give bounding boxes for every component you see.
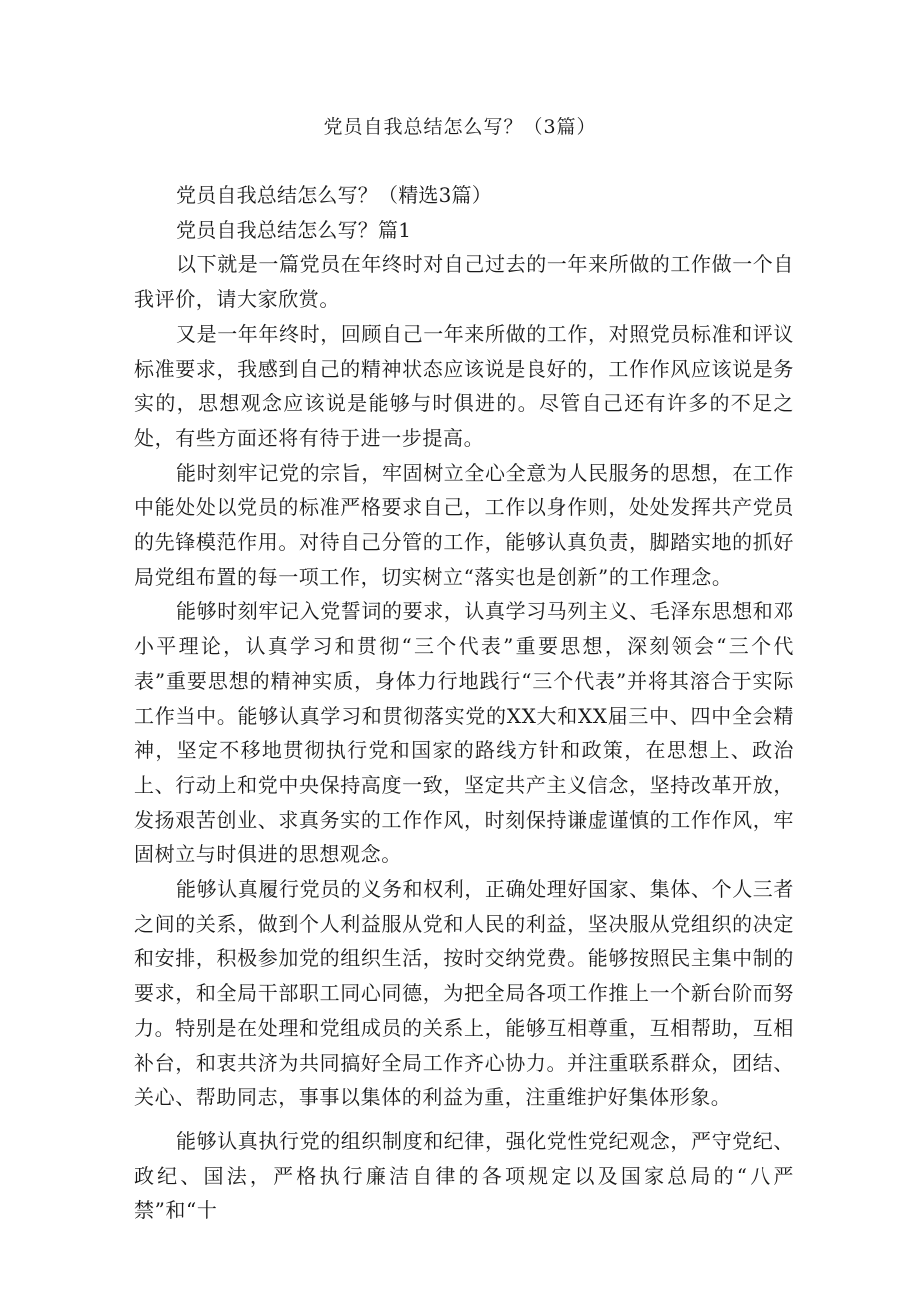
document-subtitle: 党员自我总结怎么写？（精选3篇） [176,183,492,207]
paragraph: 能够认真履行党员的义务和权利，正确处理好国家、集体、个人三者之间的关系，做到个人利益服从党和人民的利益，坚决服从党组织的决定和安排，积极参加党的组织生活，按时交纳党费。能够按照民主集中制的要求，和全局干部职工同心同德，为把全局各项工作推上一个新台阶而努力。特别是在处理和党组成员的关系上，能够互相尊重，互相帮助，互相补台，和衷共济为共同搞好全局工作齐心协力。并注重联系群众，团结、关心、帮助同志，事事以集体的利益为重，注重维护好集体形象。 [134,877,794,1110]
section-heading: 党员自我总结怎么写？篇1 [176,217,412,242]
paragraph: 又是一年年终时，回顾自己一年来所做的工作，对照党员标准和评议标准要求，我感到自己的精神状态应该说是良好的，工作作风应该说是务实的，思想观念应该说是能够与时俱进的。尽管自己还有许多的不足之处，有些方面还将有待于进一步提高。 [134,321,794,450]
paragraph: 能够认真执行党的组织制度和纪律，强化党性党纪观念，严守党纪、政纪、国法，严格执行廉洁自律的各项规定以及国家总局的“八严禁”和“十 [134,1128,794,1223]
document-title: 党员自我总结怎么写？（3篇） [323,116,597,138]
paragraph: 能够时刻牢记入党誓词的要求，认真学习马列主义、毛泽东思想和邓小平理论，认真学习和贯彻“三个代表”重要思想，深刻领会“三个代表”重要思想的精神实质，身体力行地践行“三个代表”并将其溶合于实际工作当中。能够认真学习和贯彻落实党的XX大和XX届三中、四中全会精神，坚定不移地贯彻执行党和国家的路线方针和政策，在思想上、政治上、行动上和党中央保持高度一致，坚定共产主义信念，坚持改革开放，发扬艰苦创业、求真务实的工作作风，时刻保持谦虚谨慎的工作作风，牢固树立与时俱进的思想观念。 [134,599,794,867]
paragraph: 能时刻牢记党的宗旨，牢固树立全心全意为人民服务的思想，在工作中能处处以党员的标准严格要求自己，工作以身作则，处处发挥共产党员的先锋模范作用。对待自己分管的工作，能够认真负责，脚踏实地的抓好局党组布置的每一项工作，切实树立“落实也是创新”的工作理念。 [134,460,794,589]
document-body [134,178,794,1228]
paragraph: 以下就是一篇党员在年终时对自己过去的一年来所做的工作做一个自我评价，请大家欣赏。 [134,252,794,312]
